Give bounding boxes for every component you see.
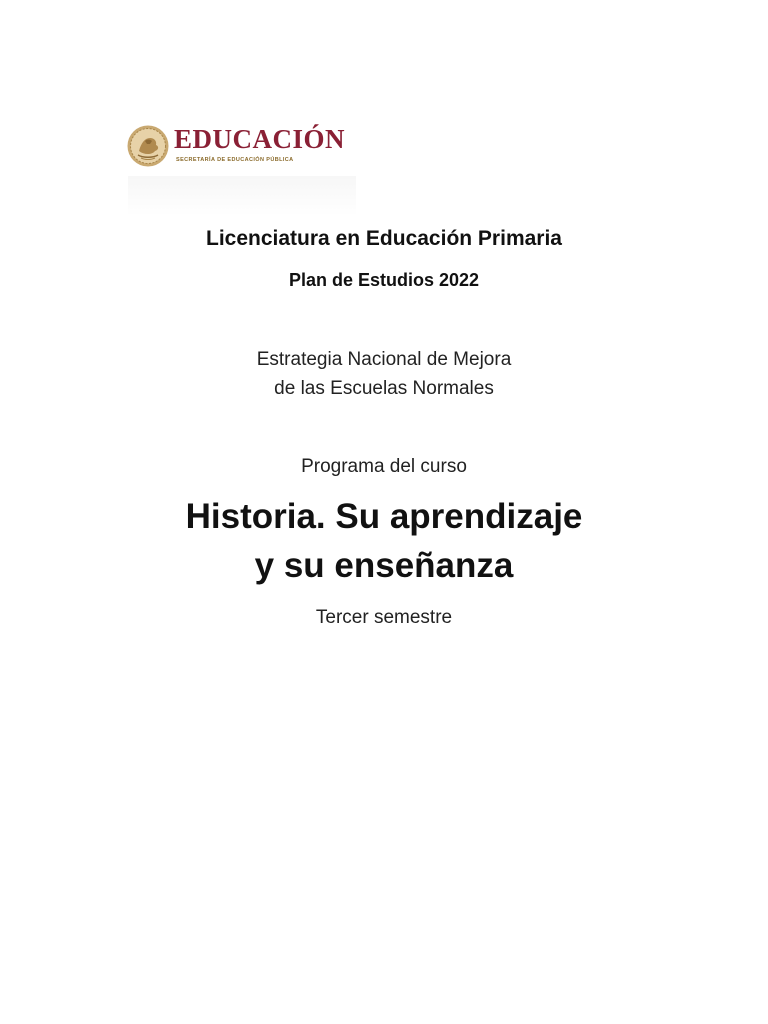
strategy-text (0, 345, 768, 403)
coat-of-arms-seal-icon (126, 124, 170, 168)
course-title-line-1: Historia. Su aprendizaje (185, 497, 583, 536)
program-label: Programa del curso (301, 456, 467, 477)
strategy-line-1: Estrategia Nacional de Mejora (256, 349, 512, 370)
logo-faded-background (128, 176, 356, 214)
course-title (0, 492, 768, 590)
semester-label: Tercer semestre (315, 607, 453, 628)
plan-title: Plan de Estudios 2022 (288, 270, 480, 290)
strategy-line-2: de las Escuelas Normales (274, 378, 494, 399)
sep-logo (126, 118, 358, 214)
course-title-line-2: y su enseñanza (254, 546, 514, 585)
degree-title: Licenciatura en Educación Primaria (206, 227, 562, 250)
logo-brand-text: EDUCACIÓN (174, 124, 346, 154)
logo-subtitle: SECRETARÍA DE EDUCACIÓN PÚBLICA (176, 157, 294, 163)
